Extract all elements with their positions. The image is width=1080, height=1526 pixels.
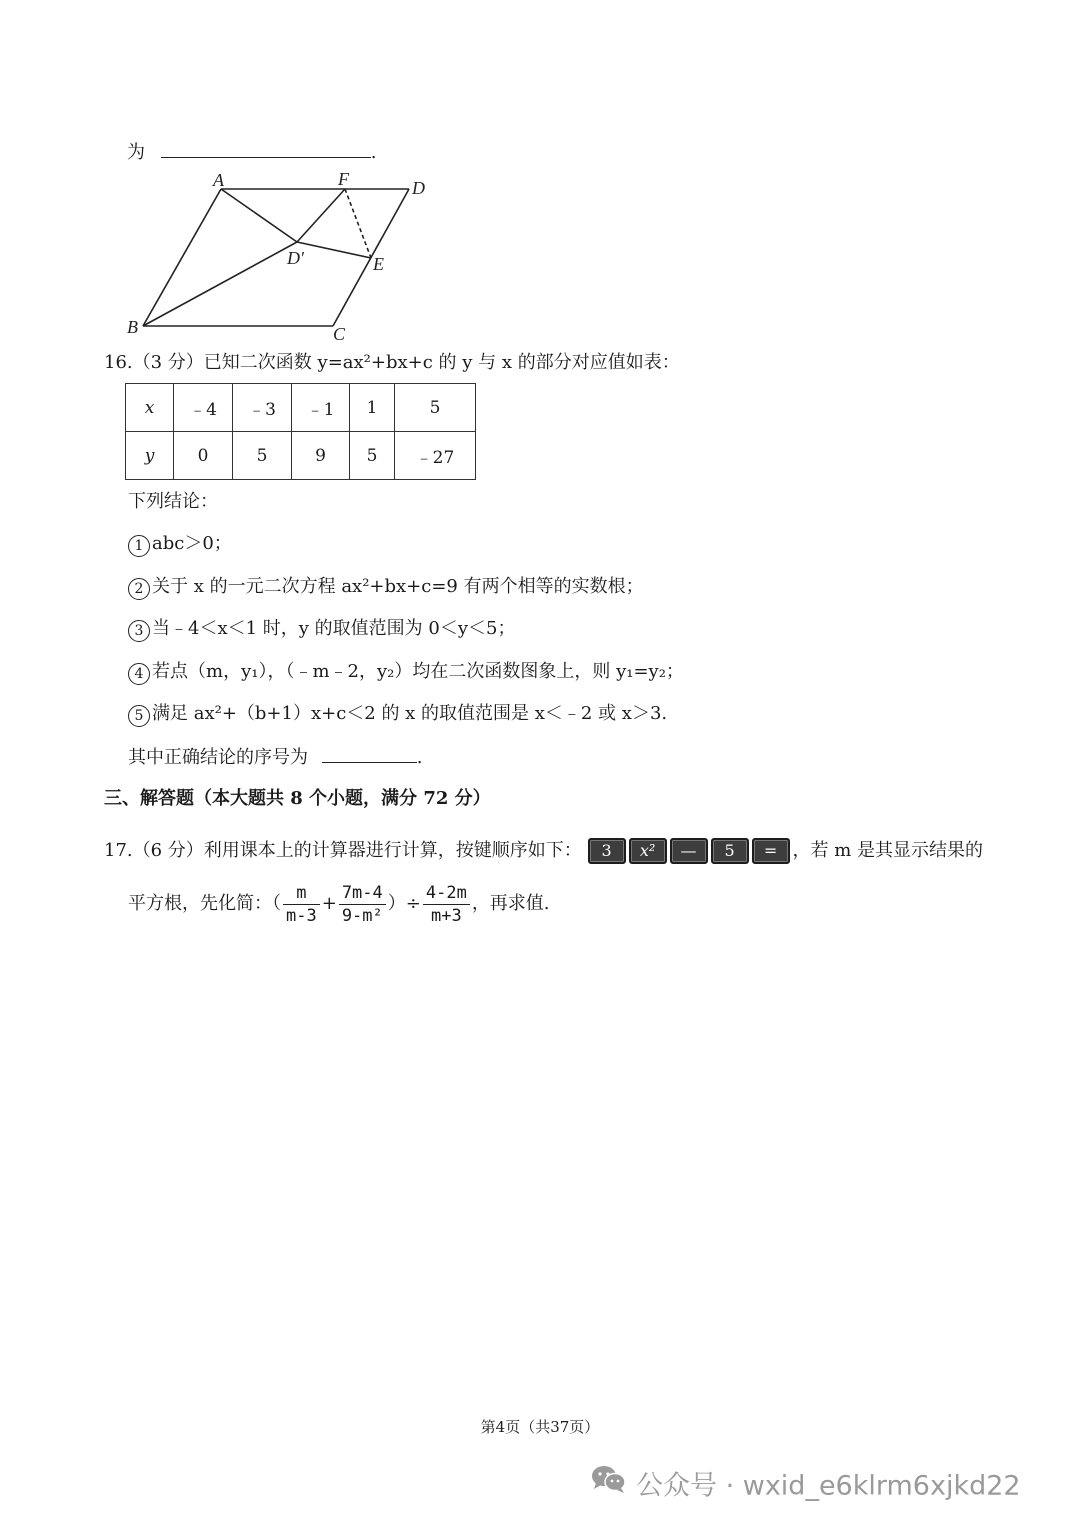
table-cell: ﹣4 — [174, 384, 233, 432]
label-D-prime: D′ — [287, 248, 304, 268]
circled-number: 2 — [128, 578, 150, 600]
plus-sign: + — [321, 893, 337, 914]
section-title: 三、解答题（本大题共 8 个小题，满分 72 分） — [104, 788, 491, 809]
q15-answer-blank — [161, 139, 371, 158]
q17-suffix: ，若 m 是其显示结果的 — [792, 840, 984, 861]
calc-key-x-squared: x² — [629, 838, 667, 864]
conclusion-text: abc＞0； — [152, 533, 232, 554]
q15-answer-line — [127, 139, 376, 165]
fraction-2 — [339, 882, 386, 927]
circled-number: 3 — [128, 620, 150, 642]
table-cell: ﹣3 — [233, 384, 292, 432]
label-F: F — [338, 169, 349, 189]
calc-key-5: 5 — [711, 838, 749, 864]
q16-header: 16.（3 分）已知二次函数 y=ax²+bx+c 的 y 与 x 的部分对应值如表： — [104, 352, 680, 373]
calc-key-minus: — — [670, 838, 708, 864]
q16-answer-blank — [322, 744, 417, 763]
calc-key-equals: = — [752, 838, 790, 864]
conclusion-text: 关于 x 的一元二次方程 ax²+bx+c=9 有两个相等的实数根； — [152, 576, 644, 597]
watermark — [590, 1463, 1021, 1503]
table-cell: 5 — [395, 384, 476, 432]
q17-line1 — [104, 836, 983, 866]
label-B: B — [127, 317, 138, 337]
q16-answer-prefix: 其中正确结论的序号为 — [128, 747, 308, 768]
table-row-y — [126, 432, 476, 480]
conclusion-item — [128, 702, 667, 727]
conclusion-text: 若点（m，y₁），（﹣m﹣2，y₂）均在二次函数图象上，则 y₁=y₂； — [152, 661, 684, 682]
q16-answer-line — [128, 744, 422, 770]
segment-D-prime-F — [297, 189, 345, 242]
q16-intro: 下列结论： — [128, 491, 218, 512]
close-divide: ）÷ — [387, 893, 421, 914]
q17-prefix: 17.（6 分）利用课本上的计算器进行计算，按键顺序如下： — [104, 840, 582, 861]
table-cell: 5 — [350, 432, 395, 480]
segment-FE-dashed — [345, 189, 371, 258]
circled-number: 1 — [128, 535, 150, 557]
q16-value-table — [125, 383, 476, 480]
q17-line2-prefix: 平方根，先化简：（ — [128, 893, 281, 914]
conclusion-item — [128, 617, 515, 642]
conclusion-text: 当﹣4＜x＜1 时，y 的取值范围为 0＜y＜5； — [152, 618, 516, 639]
fraction-3 — [423, 882, 470, 927]
conclusion-text: 满足 ax²+（b+1）x+c＜2 的 x 的取值范围是 x＜﹣2 或 x＞3. — [152, 703, 668, 724]
fraction-1-denominator: m-3 — [286, 905, 317, 926]
label-C: C — [333, 324, 346, 344]
table-cell: 1 — [350, 384, 395, 432]
table-cell: 0 — [174, 432, 233, 480]
table-cell: 9 — [292, 432, 350, 480]
fraction-1 — [283, 882, 320, 927]
q17-line2 — [128, 876, 550, 932]
conclusion-item — [128, 660, 684, 685]
fraction-1-numerator: m — [283, 882, 320, 905]
table-cell: 5 — [233, 432, 292, 480]
fraction-3-numerator: 4-2m — [423, 882, 470, 905]
conclusion-item — [128, 532, 232, 557]
table-cell: y — [126, 432, 174, 480]
segment-AD-prime — [221, 189, 297, 242]
q17-line2-suffix: ，再求值. — [471, 893, 550, 914]
table-row-x — [126, 384, 476, 432]
watermark-text: 公众号 · wxid_e6klrm6xjkd22 — [636, 1470, 1021, 1502]
parallelogram-figure — [120, 165, 440, 345]
q15-suffix: . — [370, 142, 377, 163]
calc-key-3: 3 — [588, 838, 626, 864]
table-cell: x — [126, 384, 174, 432]
fraction-3-denominator: m+3 — [430, 905, 462, 926]
segment-D-prime-E — [297, 242, 371, 258]
page-footer: 第4页（共37页） — [480, 1418, 600, 1436]
circled-number: 5 — [128, 705, 150, 727]
table-cell: ﹣27 — [395, 432, 476, 480]
q15-prefix: 为 — [127, 142, 145, 163]
q16-answer-suffix: . — [416, 747, 423, 768]
label-D: D — [412, 178, 425, 198]
fraction-2-denominator: 9-m² — [341, 905, 383, 926]
fraction-2-numerator: 7m-4 — [339, 882, 386, 905]
label-A: A — [213, 170, 224, 190]
wechat-icon — [590, 1463, 628, 1510]
conclusion-item — [128, 575, 644, 600]
table-cell: ﹣1 — [292, 384, 350, 432]
label-E: E — [373, 254, 384, 274]
circled-number: 4 — [128, 663, 150, 685]
